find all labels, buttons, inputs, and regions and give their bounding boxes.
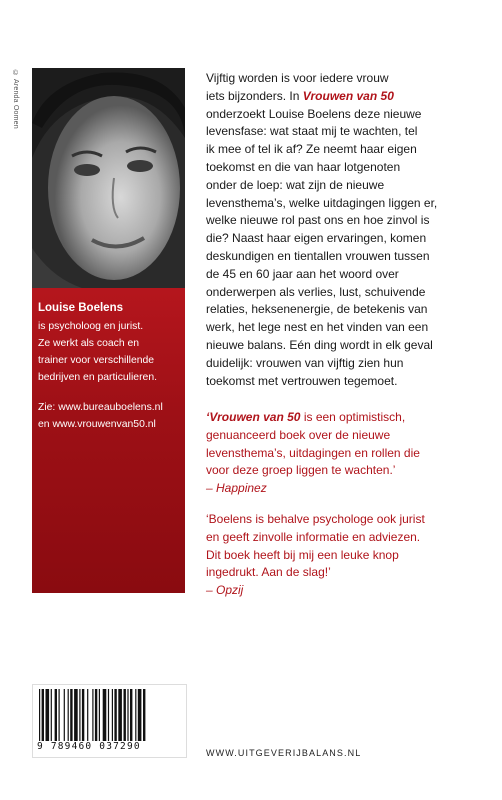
blurb-line: Vijftig worden is voor iedere vrouw xyxy=(206,71,389,85)
barcode-bar xyxy=(55,689,57,741)
quote-line: genuanceerd boek over de nieuwe xyxy=(206,427,391,442)
quote-line: ingedrukt. Aan de slag!’ xyxy=(206,565,331,580)
author-websites xyxy=(38,399,163,433)
blurb-line: onderwerpen als verlies, lust, schuivende xyxy=(206,284,426,299)
blurb-line: ik mee of tel ik af? Ze neemt haar eigen xyxy=(206,142,417,157)
barcode-bars xyxy=(39,689,180,741)
photo-credit: © Arenda Oomen xyxy=(12,70,19,129)
quote-line: ‘Boelens is behalve psychologe ook jurist xyxy=(206,512,425,526)
author-bio xyxy=(38,318,188,386)
quote-line-part: is een optimistisch, xyxy=(300,410,406,424)
barcode-bar xyxy=(130,689,132,741)
barcode-bar xyxy=(74,689,78,741)
blurb-line: deskundigen en tientallen vrouwen tussen xyxy=(206,248,430,263)
blurb-line: nieuwe balans. Eén ding wordt in elk geval xyxy=(206,337,433,352)
blurb-line: levensfase: wat staat mij te wachten, tel xyxy=(206,124,418,139)
quote-source: – Opzij xyxy=(206,583,244,598)
quote-line: levensthema’s, uitdagingen en rollen die xyxy=(206,445,420,460)
barcode-bar xyxy=(39,689,40,741)
barcode-bar xyxy=(64,689,65,741)
author-website-line: en www.vrouwenvan50.nl xyxy=(38,419,156,430)
author-name: Louise Boelens xyxy=(38,302,123,314)
author-info-panel xyxy=(32,288,185,593)
quote-source: – Happinez xyxy=(206,481,267,496)
blurb-line: toekomst en die van haar lotgenoten xyxy=(206,159,401,174)
barcode-bar xyxy=(87,689,88,741)
blurb-text xyxy=(206,70,498,390)
quote-line: voor deze groep liggen te wachten.’ xyxy=(206,463,396,478)
blurb-line: werk, het lege nest en het vinden van een xyxy=(206,320,429,335)
blurb-line: toekomst met vertrouwen tegemoet. xyxy=(206,373,398,388)
book-title-inline: Vrouwen van 50 xyxy=(302,88,394,103)
barcode-bar xyxy=(92,689,93,741)
barcode-bar xyxy=(79,689,80,741)
blurb-line-part: iets bijzonders. In xyxy=(206,88,303,103)
author-photo xyxy=(32,68,185,288)
barcode-bar xyxy=(51,689,52,741)
barcode-bar xyxy=(82,689,84,741)
barcode-bar xyxy=(124,689,126,741)
barcode-bar xyxy=(118,689,122,741)
barcode-bar xyxy=(68,689,69,741)
barcode-bar xyxy=(70,689,72,741)
quote-line: Dit boek heeft bij mij een leuke knop xyxy=(206,547,399,562)
barcode-bar xyxy=(108,689,109,741)
barcode-bar xyxy=(114,689,116,741)
author-website-line: Zie: www.bureauboelens.nl xyxy=(38,402,163,413)
blurb-line xyxy=(206,88,498,106)
blurb-line: die? Naast haar eigen ervaringen, komen xyxy=(206,231,427,246)
quote-line: en geeft zinvolle informatie en adviezen. xyxy=(206,529,421,544)
barcode-bar xyxy=(143,689,145,741)
barcode-bar xyxy=(99,689,100,741)
review-quote-opzij xyxy=(206,511,498,600)
barcode xyxy=(32,684,187,758)
author-bio-line: bedrijven en particulieren. xyxy=(38,372,157,383)
blurb-line: relaties, heksenenergie, de betekenis van xyxy=(206,302,428,317)
quote-book-title: ‘Vrouwen van 50 xyxy=(206,410,301,424)
barcode-bar xyxy=(42,689,44,741)
blurb-line: duidelijk: vrouwen van vijftig zien hun xyxy=(206,355,404,370)
author-bio-line: is psycholoog en jurist. xyxy=(38,321,144,332)
publisher-website: WWW.UITGEVERIJBALANS.NL xyxy=(206,748,362,758)
barcode-bar xyxy=(127,689,128,741)
blurb-line: levensthema’s, welke uitdagingen liggen er, xyxy=(206,195,438,210)
barcode-bar xyxy=(59,689,60,741)
barcode-bar xyxy=(46,689,50,741)
barcode-bar xyxy=(138,689,142,741)
isbn-number: 9 789460 037290 xyxy=(37,741,141,752)
author-bio-line: Ze werkt als coach en xyxy=(38,338,140,349)
barcode-bar xyxy=(135,689,136,741)
barcode-bar xyxy=(112,689,113,741)
author-bio-line: trainer voor verschillende xyxy=(38,355,155,366)
blurb-line: onder de loep: wat zijn de nieuwe xyxy=(206,177,385,192)
blurb-line: onderzoekt Louise Boelens deze nieuwe xyxy=(206,106,422,121)
quote-line xyxy=(206,409,498,427)
barcode-bar xyxy=(103,689,107,741)
blurb-line: welke nieuwe rol past ons en hoe zinvol is xyxy=(206,213,430,228)
blurb-line: de 45 en 60 jaar aan het woord over xyxy=(206,266,399,281)
barcode-bar xyxy=(95,689,97,741)
review-quote-happinez xyxy=(206,409,498,498)
